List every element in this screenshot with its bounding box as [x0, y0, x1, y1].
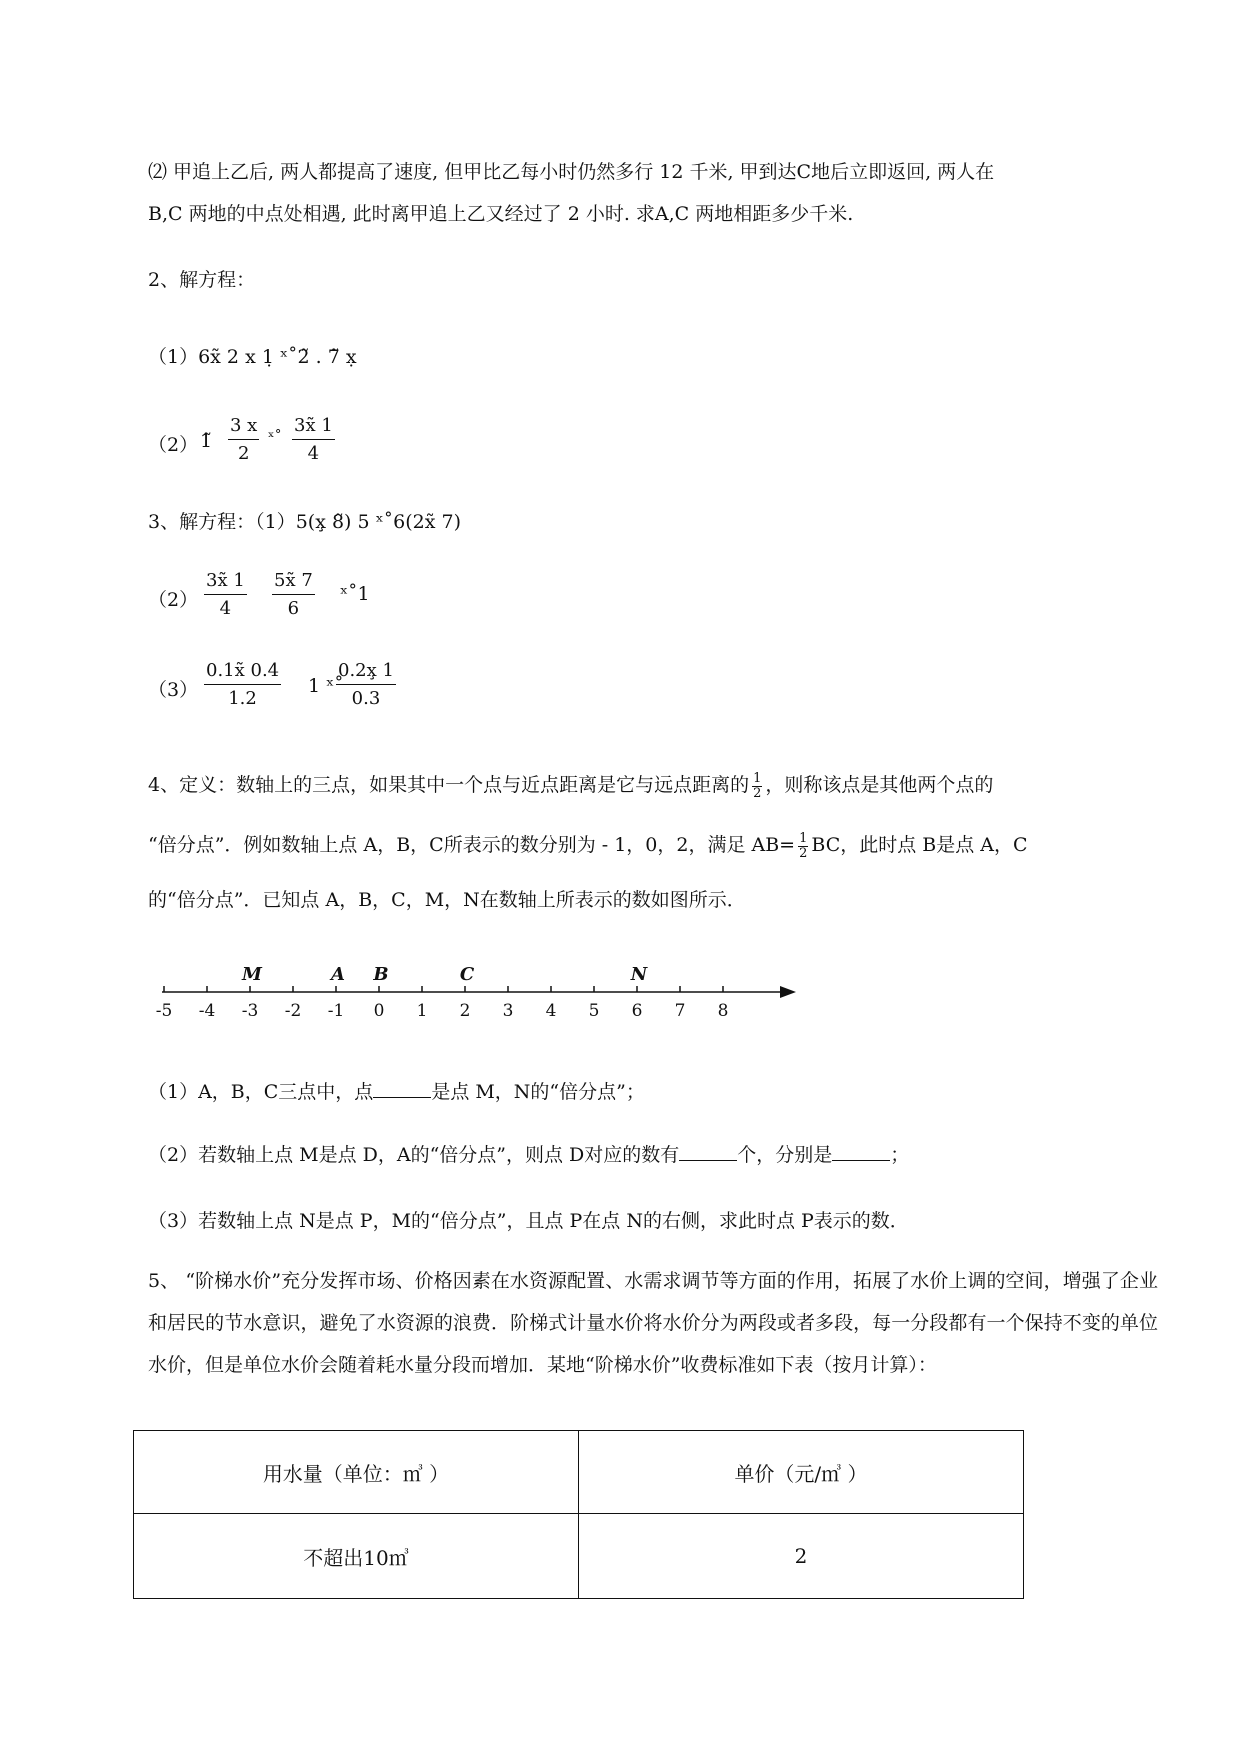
- q2-part1: [148, 342, 357, 369]
- q3-part3-mid: 1 ˣ˚: [308, 675, 344, 697]
- q4-sub2-mid: 个，分别是: [737, 1144, 833, 1166]
- q2-title: 2、解方程：: [148, 269, 256, 291]
- q4-half-fraction-2-denominator: 2: [799, 845, 808, 861]
- q5-text: 5、 “阶梯水价”充分发挥市场、价格因素在水资源配置、水需求调节等方面的作用，拓展了水价上调的空间，增强了企业和居民的节水意识，避免了水资源的浪费．阶梯式计量水价将水价分为两段或者多段，每一分段都有一个保持不变的单位水价，但是单位水价会随着耗水量分段而增加．某地“阶梯水价”收费标准如下表（按月计算）：: [148, 1270, 1158, 1376]
- point-label-c: C: [459, 964, 475, 985]
- axis-tick-label: 1: [416, 1001, 428, 1021]
- q4-sub1-end: 是点 M，N的“倍分点”；: [431, 1081, 645, 1103]
- axis-tick-label: -5: [155, 1001, 173, 1021]
- q4-half-fraction-1-numerator: 1: [753, 770, 762, 786]
- axis-tick-label: 8: [717, 1001, 729, 1021]
- q3-title: 3、解方程：（1）: [148, 511, 296, 533]
- q2-part2-fraction-2: [292, 415, 335, 464]
- answer-blank-1[interactable]: [373, 1081, 431, 1098]
- q3-part2-fraction-1-denominator: 4: [219, 598, 232, 619]
- q4-half-fraction-1: [752, 772, 762, 801]
- q3-part3-fraction-1-numerator: 0.1x̃ 0.4: [204, 660, 281, 685]
- q3-part2-fraction-1: [204, 570, 247, 619]
- q3-part3-fraction-2-numerator: 0.2x̧ 1: [336, 660, 396, 685]
- q2-part1-label: （1）: [148, 346, 199, 368]
- q4-sub1: [148, 1077, 645, 1104]
- table-header-price: 单价（元/㎥ ）: [579, 1431, 1024, 1514]
- q4-sub2-end: ；: [890, 1144, 910, 1166]
- q3-part2-fraction-2-numerator: 5x̃ 7: [272, 570, 315, 595]
- axis-tick-label: 6: [631, 1001, 643, 1021]
- q4-half-fraction-2-numerator: 1: [799, 830, 808, 846]
- q3-part3-fraction-2-denominator: 0.3: [351, 688, 381, 709]
- q3-part3-fraction-2: [336, 660, 396, 709]
- q4-sub2-start: （2）若数轴上点 M是点 D，A的“倍分点”，则点 D对应的数有: [148, 1144, 680, 1166]
- q2-part1-expr: 6x̃ 2 x 1̣ ˣ˚2̃ . 7̃ x̣: [198, 346, 357, 368]
- q3-part2-fraction-2-denominator: 6: [287, 598, 300, 619]
- table-row: [134, 1514, 1024, 1599]
- answer-blank-3[interactable]: [832, 1144, 890, 1161]
- water-price-table: [133, 1430, 1024, 1599]
- q2-part2-fraction-1-denominator: 2: [237, 443, 250, 464]
- point-label-n: N: [630, 964, 648, 985]
- q3-title-line: [148, 507, 461, 534]
- q1-line1: ⑵ 甲追上乙后, 两人都提高了速度, 但甲比乙每小时仍然多行 12 千米, 甲到达C地后立即返回, 两人在: [148, 161, 995, 183]
- q4-line2-end: BC，此时点 B是点 A，C: [811, 834, 1028, 856]
- q1-line2: B,C 两地的中点处相遇, 此时离甲追上乙又经过了 2 小时. 求A,C 两地相距多少千米.: [148, 203, 854, 225]
- point-label-m: M: [242, 964, 262, 985]
- number-line-arrow: [780, 986, 796, 998]
- point-label-b: B: [373, 964, 389, 985]
- table-cell-price: 2: [579, 1514, 1024, 1599]
- axis-tick-label: -3: [241, 1001, 259, 1021]
- q4-sub1-start: （1）A，B，C三点中，点: [148, 1081, 374, 1103]
- q3-part3-label: （3）: [148, 679, 199, 701]
- q2-part2-lead: 1̃: [200, 430, 213, 452]
- q4-line1: [148, 770, 993, 801]
- number-line-figure: [148, 950, 948, 1040]
- table-header-usage: 用水量（单位：㎥ ）: [134, 1431, 579, 1514]
- axis-tick-label: -1: [327, 1001, 345, 1021]
- q3-part2-fraction-1-numerator: 3x̃ 1: [204, 570, 247, 595]
- q4-line3: 的“倍分点”．已知点 A，B，C，M，N在数轴上所表示的数如图所示．: [148, 889, 746, 911]
- answer-blank-2[interactable]: [679, 1144, 737, 1161]
- table-cell-usage: 不超出10㎥: [134, 1514, 579, 1599]
- q3-part3-fraction-1: [204, 660, 281, 709]
- q2-part2-fraction-1: [228, 415, 259, 464]
- q2-part2-fraction-2-denominator: 4: [307, 443, 320, 464]
- axis-tick-label: -2: [284, 1001, 302, 1021]
- q4-line1-end: ，则称该点是其他两个点的: [765, 774, 994, 796]
- q3-part2-tail: ˣ˚1: [340, 583, 370, 605]
- axis-tick-label: 4: [545, 1001, 557, 1021]
- q4-line2: [148, 830, 1028, 861]
- q2-part2-fraction-2-numerator: 3x̃ 1: [292, 415, 335, 440]
- q3-part3-fraction-1-denominator: 1.2: [228, 688, 257, 709]
- table-header-row: [134, 1431, 1024, 1514]
- number-line-points: [241, 964, 649, 985]
- q2-part2-equals: ˣ˚: [268, 428, 282, 446]
- q2-part2-fraction-1-numerator: 3 x: [228, 415, 259, 440]
- axis-tick-label: 7: [674, 1001, 686, 1021]
- axis-tick-label: 5: [588, 1001, 600, 1021]
- axis-tick-label: -4: [198, 1001, 216, 1021]
- q4-half-fraction-2: [798, 832, 808, 861]
- q4-sub3: （3）若数轴上点 N是点 P，M的“倍分点”，且点 P在点 N的右侧，求此时点 P表示的数．: [148, 1210, 909, 1232]
- q3-part2-label: （2）: [148, 589, 199, 611]
- q4-line2-start: “倍分点”．例如数轴上点 A，B，C所表示的数分别为 - 1，0，2，满足 AB=: [148, 834, 796, 856]
- q4-line1-start: 4、定义：数轴上的三点，如果其中一个点与近点距离是它与远点距离的: [148, 774, 750, 796]
- q2-part2-label: （2）: [148, 434, 199, 456]
- axis-tick-label: 0: [373, 1001, 385, 1021]
- q3-part2-fraction-2: [272, 570, 315, 619]
- axis-tick-label: 2: [459, 1001, 471, 1021]
- point-label-a: A: [331, 964, 345, 985]
- q4-half-fraction-1-denominator: 2: [753, 785, 762, 801]
- q4-sub2: [148, 1140, 909, 1167]
- axis-tick-label: 3: [502, 1001, 514, 1021]
- q3-part1-expr: 5(x̧ 8̃) 5 ˣ˚6(2x̃ 7): [295, 511, 462, 533]
